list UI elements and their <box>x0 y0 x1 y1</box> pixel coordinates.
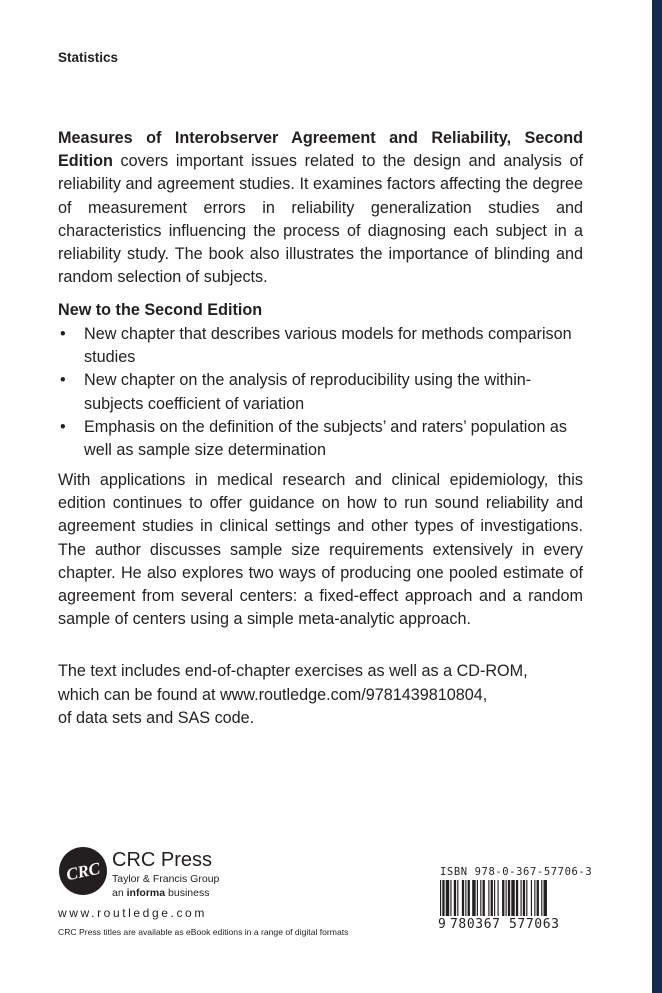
list-item: • Emphasis on the definition of the subjects’ and raters’ population as well as sample size determination <box>58 416 583 462</box>
website-link[interactable]: www.routledge.com <box>58 906 207 920</box>
spine-edge <box>652 0 662 993</box>
new-edition-heading: New to the Second Edition <box>58 301 263 319</box>
publisher-group: Taylor & Francis Group <box>112 873 220 885</box>
ebook-note: CRC Press titles are available as eBook editions in a range of digital formats <box>58 927 349 937</box>
category-label: Statistics <box>58 50 119 65</box>
body-paragraph: With applications in medical research and clinical epidemiology, this edition continues to offer guidance on how to run sound reliability and agreement studies in clinical settings and other types of investigations. The author discusses sample size requirements extensively in every chapter. He also explores two ways of producing one pooled estimate of agreement from several centers: a fixed-effect approach and a random sample of centers using a simple meta-analytic approach. <box>58 471 583 629</box>
list-item: • New chapter on the analysis of reproducibility using the within-subjects coefficient of variation <box>58 369 583 415</box>
extra-info <box>58 660 528 731</box>
barcode-digits: 780367 577063 <box>450 917 560 932</box>
barcode-first-digit: 9 <box>438 917 446 932</box>
barcode-icon <box>438 880 586 918</box>
logo-text: CRC <box>64 858 102 885</box>
publisher-name: CRC Press <box>112 849 213 871</box>
book-title: Measures of Interobserver Agreement and Reliability, Second Edition <box>58 129 583 171</box>
intro-paragraph <box>58 127 583 289</box>
crc-logo-icon <box>58 846 108 896</box>
extra-line: The text includes end-of-chapter exercises as well as a CD-ROM, <box>58 662 528 680</box>
intro-text: covers important issues related to the design and analysis of reliability and agreement studies. It examines factors affecting the degree of measurement errors in reliability generalization studies and characteristics influencing the process of diagnosing each subject in a reliability study. The book also illustrates the importance of blinding and random selection of subjects. <box>58 152 583 287</box>
list-item: • New chapter that describes various models for methods comparison studies <box>58 323 583 369</box>
extra-line: of data sets and SAS code. <box>58 709 255 727</box>
extra-line: which can be found at www.routledge.com/9781439810804, <box>58 685 488 704</box>
isbn-label: ISBN 978-0-367-57706-3 <box>440 866 593 878</box>
new-edition-list <box>58 323 583 462</box>
publisher-informa: an informa business <box>112 887 210 899</box>
